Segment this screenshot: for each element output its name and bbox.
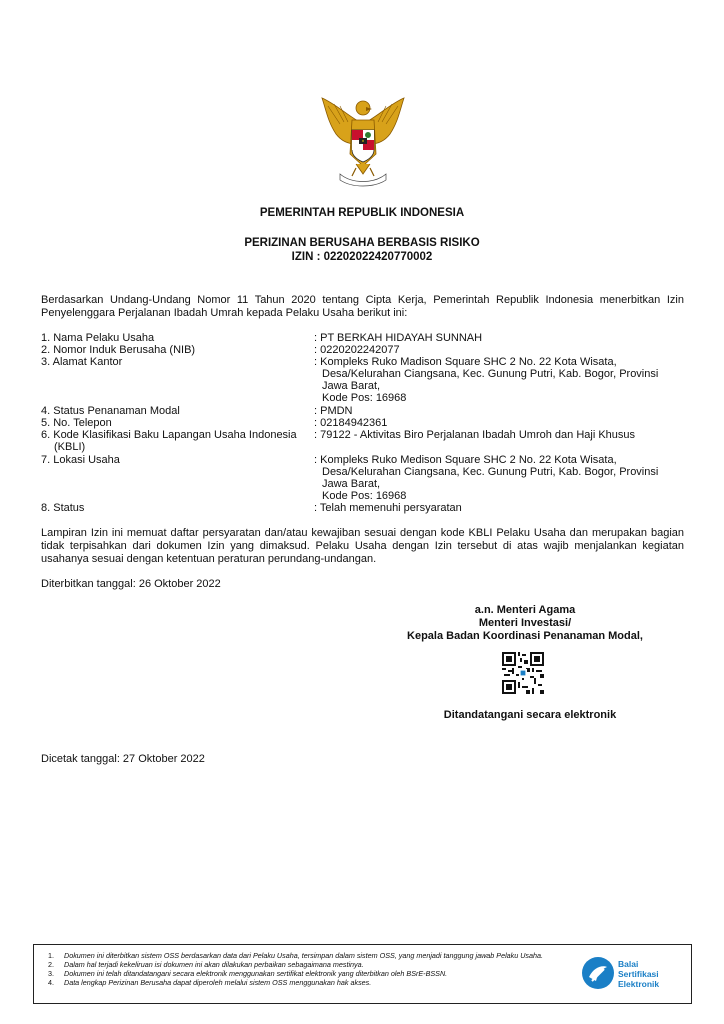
field-label: 2. Nomor Induk Berusaha (NIB) [41, 344, 196, 356]
field-label: 6. Kode Klasifikasi Baku Lapangan Usaha Indonesia [41, 429, 297, 441]
field-value: : 0220202242077 [314, 344, 400, 356]
note-text: Data lengkap Perizinan Berusaha dapat diperoleh melalui sistem OSS menggunakan hak akses. [64, 978, 372, 987]
footer-note [48, 951, 588, 960]
bsre-logo-text [618, 959, 659, 989]
field-label: 8. Status [41, 502, 85, 514]
field-label: 3. Alamat Kantor [41, 356, 123, 368]
field-value: : Telah memenuhi persyaratan [314, 502, 462, 514]
garuda-emblem-icon [318, 94, 408, 188]
electronic-signature-note: Ditandatangani secara elektronik [443, 709, 617, 721]
signature-line-3: Kepala Badan Koordinasi Penanaman Modal, [407, 630, 643, 642]
field-value: : 79122 - Aktivitas Biro Perjalanan Ibadah Umroh dan Haji Khusus [314, 429, 636, 441]
field-value-continued: Desa/Kelurahan Ciangsana, Kec. Gunung Putri, Kab. Bogor, Provinsi [322, 466, 659, 478]
field-value: : PMDN [314, 405, 353, 417]
signature-line-1: a.n. Menteri Agama [474, 604, 576, 616]
attachment-paragraph: Lampiran Izin ini memuat daftar persyaratan dan/atau kewajiban sesuai dengan kode KBLI Pelaku Usaha dan merupakan bagian tidak terpisahkan dari dokumen Izin yang dimaksud. Pelaku Usaha dengan Izin tersebut di atas wajib menjalankan kegiatan usahanya sesuai dengan ketentuan peraturan perundang-undangan. [41, 527, 684, 565]
issued-date: Diterbitkan tanggal: 26 Oktober 2022 [41, 578, 221, 590]
field-value-continued: Desa/Kelurahan Ciangsana, Kec. Gunung Putri, Kab. Bogor, Provinsi [322, 368, 659, 380]
bsre-logo [580, 953, 676, 995]
field-value: : Kompleks Ruko Madison Square SHC 2 No. 22 Kota Wisata, [314, 356, 617, 368]
field-label: 5. No. Telepon [41, 417, 112, 429]
intro-paragraph: Berdasarkan Undang-Undang Nomor 11 Tahun 2020 tentang Cipta Kerja, Pemerintah Republik Indonesia menerbitkan Izin Penyelenggara Perjalanan Ibadah Umrah kepada Pelaku Usaha berikut ini: [41, 294, 684, 319]
field-value: : Kompleks Ruko Medison Square SHC 2 No. 22 Kota Wisata, [314, 454, 617, 466]
field-label: 7. Lokasi Usaha [41, 454, 120, 466]
field-value-continued: Jawa Barat, [322, 478, 381, 490]
bsre-logo-icon [580, 955, 616, 991]
field-value-continued: Kode Pos: 16968 [322, 490, 407, 502]
note-text: Dalam hal terjadi kekeliruan isi dokumen ini akan dilakukan perbaikan sebagaimana mestinya. [64, 960, 364, 969]
field-label-continued: (KBLI) [54, 441, 86, 453]
government-title: PEMERINTAH REPUBLIK INDONESIA [259, 207, 465, 219]
signature-line-2: Menteri Investasi/ [478, 617, 572, 629]
note-number: 3. [48, 969, 54, 978]
field-value-continued: Kode Pos: 16968 [322, 392, 407, 404]
field-value: : 02184942361 [314, 417, 388, 429]
footer-note [48, 969, 588, 978]
footer-disclaimer-box [33, 944, 692, 1004]
footer-notes [48, 951, 588, 987]
bsre-line-2: Sertifikasi [618, 969, 659, 979]
note-number: 4. [48, 978, 54, 987]
note-text: Dokumen ini diterbitkan sistem OSS berdasarkan data dari Pelaku Usaha, tersimpan dalam sistem OSS, yang menjadi tanggung jawab Pelaku Usaha. [64, 951, 544, 960]
note-number: 1. [48, 951, 54, 960]
footer-note [48, 960, 588, 969]
note-number: 2. [48, 960, 54, 969]
qr-code-icon [502, 652, 544, 694]
field-value: : PT BERKAH HIDAYAH SUNNAH [314, 332, 483, 344]
permit-number: IZIN : 02202022420770002 [291, 251, 433, 263]
field-label: 1. Nama Pelaku Usaha [41, 332, 155, 344]
document-title: PERIZINAN BERUSAHA BERBASIS RISIKO [244, 237, 480, 249]
footer-note [48, 978, 588, 987]
field-value-continued: Jawa Barat, [322, 380, 381, 392]
bsre-line-3: Elektronik [618, 979, 660, 989]
bsre-line-1: Balai [618, 959, 639, 969]
printed-date: Dicetak tanggal: 27 Oktober 2022 [41, 753, 205, 765]
note-text: Dokumen ini telah ditandatangani secara elektronik menggunakan sertifikat elektronik yang diterbitkan oleh BSrE-BSSN. [64, 969, 448, 978]
field-label: 4. Status Penanaman Modal [41, 405, 180, 417]
